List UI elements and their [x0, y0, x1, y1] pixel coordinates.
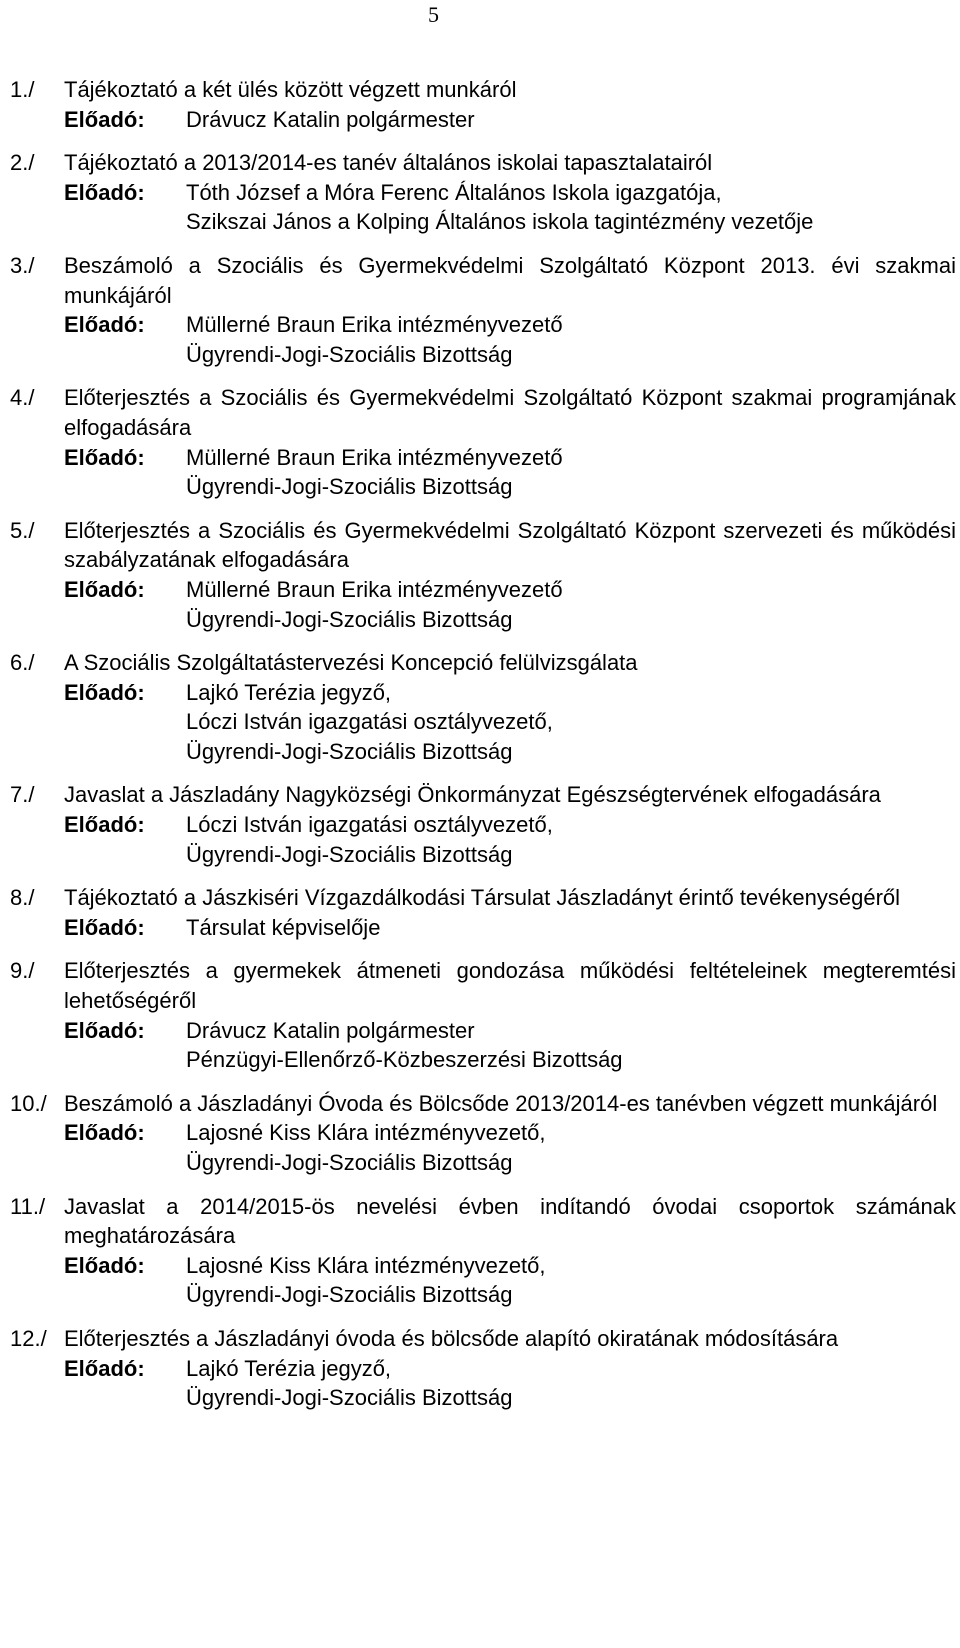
- presenter-name: Müllerné Braun Erika intézményvezető: [186, 576, 563, 602]
- agenda-item-body: [64, 956, 956, 1074]
- presenter-name: Ügyrendi-Jogi-Szociális Bizottság: [186, 1385, 513, 1411]
- agenda-item-body: [64, 148, 956, 237]
- presenter-block: [64, 810, 956, 869]
- agenda-item: [10, 1324, 956, 1413]
- agenda-item-title: Előterjesztés a Jászladányi óvoda és bölcsőde alapító okiratának módosítására: [64, 1325, 839, 1351]
- agenda-item-body: [64, 1324, 956, 1413]
- agenda-item-title: A Szociális Szolgáltatástervezési Koncepció felülvizsgálata: [64, 650, 638, 676]
- presenter-name: Müllerné Braun Erika intézményvezető: [186, 444, 563, 470]
- presenter-block: [64, 1118, 956, 1177]
- presenter-name: Drávucz Katalin polgármester: [186, 106, 475, 132]
- presenter-name: Ügyrendi-Jogi-Szociális Bizottság: [186, 606, 513, 632]
- presenter-name: Tóth József a Móra Ferenc Általános Iskola igazgatója,: [186, 179, 722, 205]
- agenda-item: [10, 956, 956, 1074]
- agenda-item-number: 5./: [10, 517, 35, 543]
- presenter-name: Pénzügyi-Ellenőrző-Közbeszerzési Bizottság: [186, 1047, 623, 1073]
- agenda-item-number: 12./: [10, 1325, 47, 1351]
- agenda-item-body: [64, 780, 956, 869]
- agenda-item: [10, 251, 956, 369]
- presenter-name: Lajkó Terézia jegyző,: [186, 679, 392, 705]
- agenda-item-title: Beszámoló a Jászladányi Óvoda és Bölcsőde 2013/2014-es tanévben végzett munkájáról: [64, 1090, 938, 1116]
- presenter-block: [64, 1251, 956, 1310]
- presenter-block: [64, 1016, 956, 1075]
- agenda-item-title: Tájékoztató a két ülés között végzett munkáról: [64, 77, 517, 102]
- agenda-item-title: Előterjesztés a Szociális és Gyermekvédelmi Szolgáltató Központ szervezeti és működési szabályzatának elfogadására: [64, 517, 956, 573]
- presenter-name: Lóczi István igazgatási osztályvezető,: [186, 812, 553, 838]
- presenter-names: [186, 810, 956, 869]
- agenda-item: [10, 516, 956, 634]
- presenter-label: Előadó:: [64, 1017, 145, 1043]
- agenda-item: [10, 648, 956, 766]
- presenter-label: Előadó:: [64, 576, 145, 602]
- agenda-item-number: 6./: [10, 650, 35, 676]
- presenter-label: Előadó:: [64, 1355, 145, 1381]
- presenter-block: [64, 178, 956, 237]
- presenter-names: [186, 1016, 956, 1075]
- presenter-label: Előadó:: [64, 679, 145, 705]
- agenda-item-body: [64, 251, 956, 369]
- agenda-item-title: Tájékoztató a 2013/2014-es tanév általános iskolai tapasztalatairól: [64, 150, 713, 176]
- agenda-item-body: [64, 883, 956, 942]
- agenda-item-body: [64, 383, 956, 501]
- presenter-names: [186, 678, 956, 767]
- agenda-list: [10, 75, 956, 1427]
- presenter-name: Müllerné Braun Erika intézményvezető: [186, 312, 563, 338]
- presenter-block: [64, 913, 956, 943]
- agenda-item-number: 11./: [10, 1193, 46, 1219]
- agenda-item: [10, 75, 956, 134]
- presenter-block: [64, 310, 956, 369]
- presenter-label: Előadó:: [64, 914, 145, 940]
- presenter-label: Előadó:: [64, 812, 145, 838]
- presenter-block: [64, 575, 956, 634]
- agenda-item: [10, 383, 956, 501]
- presenter-name: Lajosné Kiss Klára intézményvezető,: [186, 1120, 546, 1146]
- agenda-item-title: Előterjesztés a Szociális és Gyermekvédelmi Szolgáltató Központ szakmai programjának elfogadására: [64, 385, 956, 440]
- agenda-item-number: 1./: [10, 77, 35, 102]
- agenda-item: [10, 883, 956, 942]
- page-number: 5: [428, 2, 439, 27]
- presenter-names: [186, 105, 956, 135]
- presenter-names: [186, 310, 956, 369]
- presenter-name: Ügyrendi-Jogi-Szociális Bizottság: [186, 1282, 513, 1308]
- agenda-item-body: [64, 1192, 956, 1310]
- presenter-block: [64, 105, 956, 135]
- agenda-item-number: 2./: [10, 150, 35, 176]
- presenter-label: Előadó:: [64, 1252, 145, 1278]
- presenter-name: Társulat képviselője: [186, 914, 381, 940]
- presenter-label: Előadó:: [64, 312, 145, 338]
- presenter-names: [186, 443, 956, 502]
- presenter-name: Ügyrendi-Jogi-Szociális Bizottság: [186, 738, 513, 764]
- agenda-item-number: 8./: [10, 885, 35, 911]
- presenter-name: Lóczi István igazgatási osztályvezető,: [186, 709, 553, 735]
- presenter-label: Előadó:: [64, 444, 145, 470]
- presenter-name: Ügyrendi-Jogi-Szociális Bizottság: [186, 841, 513, 867]
- agenda-item-title: Beszámoló a Szociális és Gyermekvédelmi Szolgáltató Központ 2013. évi szakmai munkájáról: [64, 252, 956, 308]
- agenda-item-body: [64, 75, 956, 134]
- presenter-name: Ügyrendi-Jogi-Szociális Bizottság: [186, 474, 513, 500]
- agenda-item: [10, 1192, 956, 1310]
- presenter-names: [186, 1118, 956, 1177]
- agenda-item-body: [64, 648, 956, 766]
- presenter-name: Szikszai János a Kolping Általános iskola tagintézmény vezetője: [186, 209, 814, 235]
- agenda-item-title: Javaslat a Jászladány Nagyközségi Önkormányzat Egészségtervének elfogadására: [64, 782, 881, 808]
- presenter-names: [186, 1354, 956, 1413]
- agenda-item-number: 4./: [10, 385, 35, 411]
- presenter-label: Előadó:: [64, 106, 145, 132]
- presenter-block: [64, 1354, 956, 1413]
- agenda-item-title: Tájékoztató a Jászkiséri Vízgazdálkodási Társulat Jászladányt érintő tevékenységéről: [64, 885, 901, 911]
- presenter-names: [186, 575, 956, 634]
- agenda-item: [10, 148, 956, 237]
- agenda-item-number: 10./: [10, 1090, 47, 1116]
- presenter-names: [186, 178, 956, 237]
- presenter-name: Ügyrendi-Jogi-Szociális Bizottság: [186, 341, 513, 367]
- agenda-item-number: 7./: [10, 782, 35, 808]
- presenter-name: Lajosné Kiss Klára intézményvezető,: [186, 1252, 546, 1278]
- agenda-item: [10, 1089, 956, 1178]
- presenter-names: [186, 1251, 956, 1310]
- agenda-item-number: 9./: [10, 958, 35, 984]
- presenter-name: Ügyrendi-Jogi-Szociális Bizottság: [186, 1150, 513, 1175]
- agenda-item-body: [64, 1089, 956, 1178]
- presenter-block: [64, 678, 956, 767]
- presenter-names: [186, 913, 956, 943]
- presenter-name: Lajkó Terézia jegyző,: [186, 1355, 392, 1381]
- presenter-label: Előadó:: [64, 1120, 145, 1146]
- agenda-item-number: 3./: [10, 252, 35, 278]
- agenda-item-title: Javaslat a 2014/2015-ös nevelési évben indítandó óvodai csoportok számának meghatározására: [64, 1193, 956, 1249]
- presenter-label: Előadó:: [64, 179, 145, 205]
- agenda-item: [10, 780, 956, 869]
- presenter-name: Drávucz Katalin polgármester: [186, 1017, 475, 1043]
- agenda-item-body: [64, 516, 956, 634]
- agenda-item-title: Előterjesztés a gyermekek átmeneti gondozása működési feltételeinek megteremtési lehetőségéről: [64, 958, 956, 1014]
- presenter-block: [64, 443, 956, 502]
